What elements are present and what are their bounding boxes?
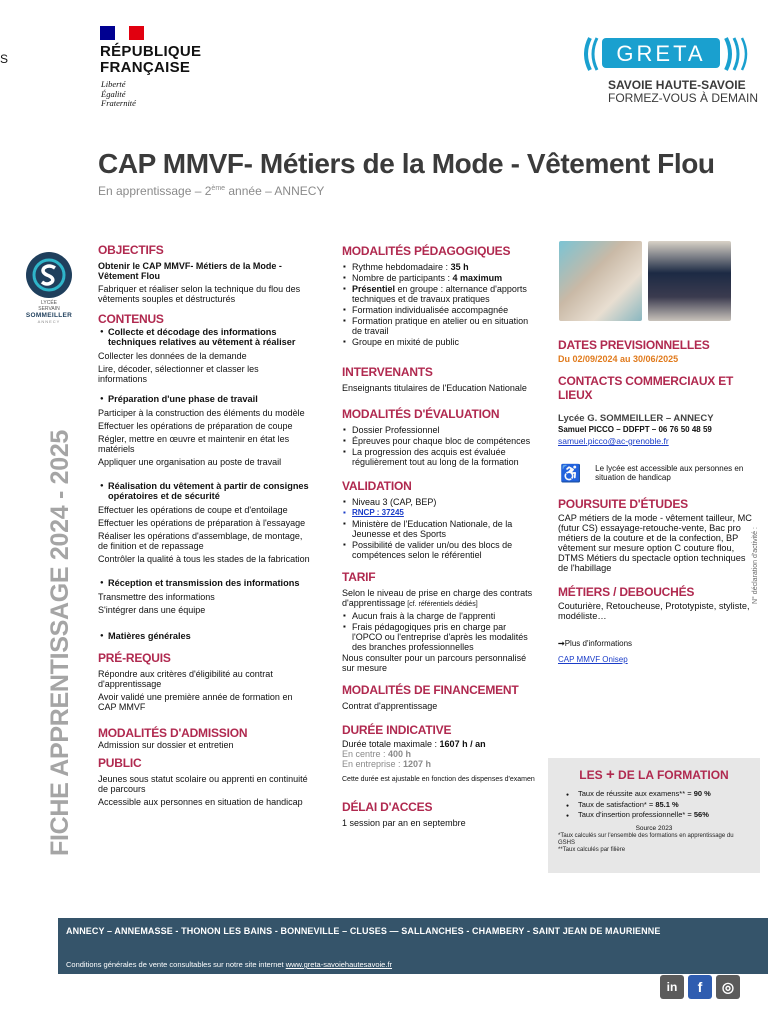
duree-centre: En centre : 400 h [342,749,412,759]
contenu-block-heading: ● Matières générales [98,631,310,641]
greta-region: SAVOIE HAUTE-SAVOIE [608,78,746,92]
tarif-text: Selon le niveau de prise en charge des contrats d'apprentissage [cf. référentiels dédiés] [342,588,533,608]
lycee-name: Lycée G. SOMMEILLER – ANNECY [558,413,714,424]
pedagogie-item: ▪ Rythme hebdomadaire : 35 h [342,262,538,272]
validation-item: ▪ Niveau 3 (CAP, BEP) [342,497,538,507]
facebook-icon[interactable]: f [688,975,712,999]
delai-heading: DÉLAI D'ACCES [342,800,433,814]
admission-heading: MODALITÉS D'ADMISSION [98,726,248,740]
metiers-text: Couturière, Retoucheuse, Prototypiste, styliste, modéliste… [558,601,750,621]
linkedin-icon[interactable]: in [660,975,684,999]
instagram-icon[interactable]: ◎ [716,975,740,999]
stats-source: Source 2023 [635,824,673,832]
pedagogie-item: ▪ Formation individualisée accompagnée [342,305,538,315]
devise: Liberté Égalité Fraternité [101,79,136,108]
stats-note: *Taux calculés sur l'ensemble des formations en apprentissage du GSHS [558,832,734,846]
prerequis-item: Avoir validé une première année de formation en CAP MMVF [98,692,293,712]
tarif-heading: TARIF [342,570,376,584]
delai-text: 1 session par an en septembre [342,818,466,828]
contenu-item: S'intégrer dans une équipe [98,605,206,615]
pedagogie-heading: MODALITÉS PÉDAGOGIQUES [342,244,511,258]
intervenants-text: Enseignants titulaires de l'Education Nationale [342,383,527,393]
republique-francaise: RÉPUBLIQUE FRANÇAISE [100,43,202,76]
tarif-text: Nous consulter pour un parcours personnalisé sur mesure [342,653,527,673]
contenu-item: Lire, décoder, sélectionner et classer les informations [98,364,259,384]
objectifs-heading: OBJECTIFS [98,243,164,257]
stats-note: **Taux calculés par filière [558,846,626,853]
intervenants-heading: INTERVENANTS [342,365,433,379]
contenu-block-heading: ● Collecte et décodage des informations techniques relatives au vêtement à réaliser [98,327,310,347]
greta-logo [584,34,752,74]
stat-item: ● Taux de réussite aux examens** = 90 % [558,789,750,800]
page-subtitle: En apprentissage – 2ème année – ANNECY [98,184,325,198]
contenu-block-heading: ● Réception et transmission des informations [98,578,310,588]
objectifs-text: Fabriquer et réaliser selon la technique du flou des vêtements souples et déstructurés [98,284,301,304]
onisep-link[interactable]: CAP MMVF Onisep [558,655,628,664]
contenu-item: Collecter les données de la demande [98,351,247,361]
footer-conditions: Conditions générales de vente consultables sur notre site internet www.greta-savoiehautesavoie.fr [66,960,393,969]
contenu-item: Participer à la construction des éléments du modèle [98,408,305,418]
stat-item: ● Taux de satisfaction* = 85.1 % [558,800,750,811]
pedagogie-item: ▪ Formation pratique en atelier ou en situation de travail [342,316,538,336]
fiche-vertical-label: FICHE APPRENTISSAGE 2024 - 2025 [46,429,74,856]
pedagogie-item: ▪ Groupe en mixité de public [342,337,538,347]
sommeiller-logo: LYCÉE SERVAIN SOMMEILLER ANNECY [24,252,74,324]
footer-bar [58,918,768,974]
column-left [98,243,310,815]
fashion-photo [559,241,731,321]
dates-heading: DATES PREVISIONNELLES [558,338,710,352]
poursuite-text: CAP métiers de la mode - vêtement tailleur, MC (futur CS) essayage-retouche-vente, Bac pro métiers de la couture et de la confection, BP vêtement sur mesure option C couture flou, DTMS Métiers du spectacle option techniques de l'habillage [558,513,752,573]
marianne-flag-icon [100,26,144,40]
plus-info: ➞Plus d'informations [558,639,633,648]
duree-heading: DURÉE INDICATIVE [342,723,452,737]
evaluation-item: ▪ Dossier Professionnel [342,425,538,435]
financement-text: Contrat d'apprentissage [342,701,438,711]
contenu-item: Régler, mettre en œuvre et maintenir en état les matériels [98,434,290,454]
sommeiller-s-icon [31,257,67,293]
contact-email-link[interactable]: samuel.picco@ac-grenoble.fr [558,436,669,446]
handicap-notice: ♿ Le lycée est accessible aux personnes en situation de handicap [560,464,744,483]
admission-text: Admission sur dossier et entretien [98,740,234,750]
pedagogie-item: ▪ Présentiel en groupe : alternance d'apports techniques et de travaux pratiques [342,284,538,304]
declaration-label: N° déclaration d'activité : [752,527,759,604]
stray-letter: S [0,52,9,66]
prerequis-item: Répondre aux critères d'éligibilité au contrat d'apprentissage [98,669,273,689]
contenu-item: Appliquer une organisation au poste de travail [98,457,282,467]
validation-heading: VALIDATION [342,479,412,493]
public-item: Accessible aux personnes en situation de handicap [98,797,303,807]
wheelchair-icon: ♿ [560,464,582,483]
tarif-item: ▪ Aucun frais à la charge de l'apprenti [342,611,538,621]
page-title: CAP MMVF- Métiers de la Mode - Vêtement Flou [98,148,715,179]
validation-item: ▪ Possibilité de valider un/ou des blocs de compétences selon le référentiel [342,540,538,560]
evaluation-heading: MODALITÉS D'ÉVALUATION [342,407,500,421]
social-links [660,975,740,999]
contenu-item: Effectuer les opérations de préparation à l'essayage [98,518,306,528]
arrow-right-icon: ➞ [558,639,565,648]
financement-heading: MODALITÉS DE FINANCEMENT [342,683,519,697]
footer-towns: ANNECY – ANNEMASSE - THONON LES BAINS - BONNEVILLE – CLUSES — SALLANCHES - CHAMBERY - SAINT JEAN DE MAURIENNE [66,926,661,936]
tarif-item: ▪ Frais pédagogiques pris en charge par l'OPCO ou l'entreprise d'après les modalités des branches professionnelles [342,622,538,652]
svg-text:GRETA: GRETA [616,41,706,66]
site-link[interactable]: www.greta-savoiehautesavoie.fr [285,960,393,969]
contenu-item: Transmettre des informations [98,592,215,602]
contenu-item: Réaliser les opérations d'assemblage, de montage, de finition et de repassage [98,531,303,551]
column-right [558,338,758,668]
contenu-item: Effectuer les opérations de préparation de coupe [98,421,293,431]
contenu-item: Effectuer les opérations de coupe et d'entoilage [98,505,288,515]
evaluation-item: ▪ Épreuves pour chaque bloc de compétences [342,436,538,446]
plus-formation-box [548,758,760,873]
contenus-heading: CONTENUS [98,312,164,326]
column-middle [342,244,538,836]
dates-text: Du 02/09/2024 au 30/06/2025 [558,354,679,364]
contact-person: Samuel PICCO – DDFPT – 06 76 50 48 59 [558,425,712,434]
contenu-block-heading: ● Préparation d'une phase de travail [98,394,310,404]
contenu-item: Contrôler la qualité à tous les stades de la fabrication [98,554,310,564]
contenu-block-heading: ● Réalisation du vêtement à partir de consignes opératoires et de sécurité [98,481,310,501]
poursuite-heading: POURSUITE D'ÉTUDES [558,497,688,511]
validation-item: ▪ Ministère de l'Education Nationale, de la Jeunesse et des Sports [342,519,538,539]
prerequis-heading: PRÉ-REQUIS [98,651,171,665]
duree-entreprise: En entreprise : 1207 h [342,759,432,769]
pedagogie-item: ▪ Nombre de participants : 4 maximum [342,273,538,283]
contacts-heading: CONTACTS COMMERCIAUX ET LIEUX [558,374,734,402]
objectifs-text: Obtenir le CAP MMVF- Métiers de la Mode - Vêtement Flou [98,261,282,281]
public-item: Jeunes sous statut scolaire ou apprenti en continuité de parcours [98,774,308,794]
metiers-heading: MÉTIERS / DEBOUCHÉS [558,585,695,599]
duree-total: Durée totale maximale : 1607 h / an [342,739,486,749]
public-heading: PUBLIC [98,756,142,770]
duree-note: Cette durée est ajustable en fonction des dispenses d'examen [342,776,535,783]
greta-tagline: FORMEZ-VOUS À DEMAIN [608,91,759,105]
plus-formation-title: LES + DE LA FORMATION [579,766,729,783]
rncp-link[interactable]: ▪ RNCP : 37245 [342,508,538,518]
stat-item: ● Taux d'insertion professionnelle* = 56% [558,810,750,821]
evaluation-item: ▪ La progression des acquis est évaluée régulièrement tout au long de la formation [342,447,538,467]
